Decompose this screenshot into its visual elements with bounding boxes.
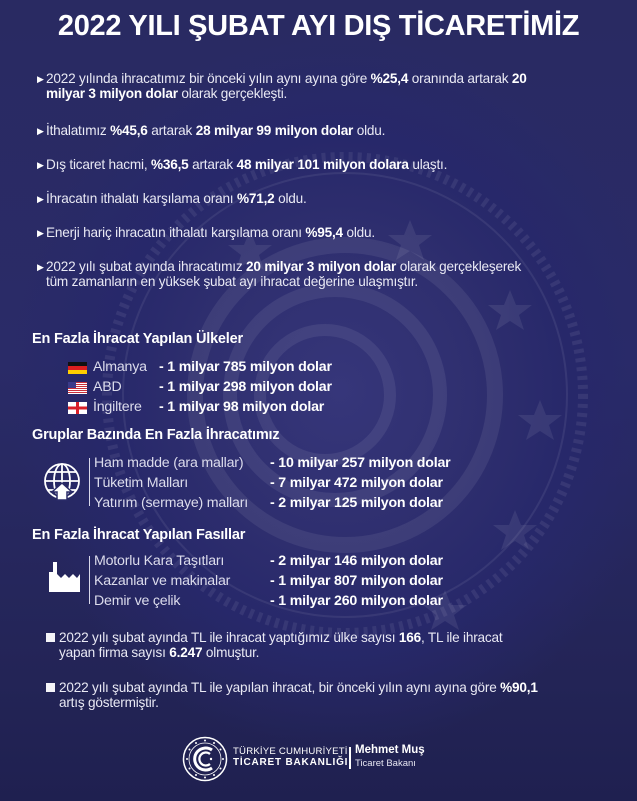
highlight-2: ▶ İthalatımız %45,6 artarak 28 milyar 99 milyon dolar oldu. [37,123,386,138]
page-title: 2022 YILI ŞUBAT AYI DIŞ TİCARETİMİZ [57,10,580,42]
england-flag-icon [68,402,87,414]
divider [89,556,90,604]
triangle-bullet-icon: ▶ [37,262,44,272]
divider [89,458,90,506]
note-2: 2022 yılı şubat ayında TL ile yapılan ihracat, bir önceki yılın aynı ayına göre %90,1 artış göstermiştir. [59,680,539,710]
countries-section-title: En Fazla İhracat Yapılan Ülkeler [32,331,243,347]
globe-export-icon [42,461,82,501]
highlight-5: ▶ Enerji hariç ihracatın ithalatı karşılama oranı %95,4 oldu. [37,225,375,240]
factory-icon [47,560,81,592]
ministry-name: TÜRKİYE CUMHURİYETİ TİCARET BAKANLIĞI [233,746,349,768]
triangle-bullet-icon: ▶ [37,160,44,170]
square-bullet-icon [46,633,55,642]
highlight-4: ▶ İhracatın ithalatı karşılama oranı %71,2 oldu. [37,191,307,206]
triangle-bullet-icon: ▶ [37,194,44,204]
triangle-bullet-icon: ▶ [37,74,44,84]
usa-flag-icon [68,382,87,394]
chapters-section-title: En Fazla İhracat Yapılan Fasıllar [32,527,246,543]
triangle-bullet-icon: ▶ [37,228,44,238]
highlight-3: ▶ Dış ticaret hacmi, %36,5 artarak 48 milyar 101 milyon dolara ulaştı. [37,157,448,172]
highlight-1: ▶ 2022 yılında ihracatımız bir önceki yılın aynı ayına göre %25,4 oranında artarak 20 milyar 3 milyon dolar olarak gerçekleşti. [37,71,527,101]
highlight-6: ▶ 2022 yılı şubat ayında ihracatımız 20 milyar 3 milyon dolar olarak gerçekleşerek tüm zamanların en yüksek şubat ayı ihracat değerine ulaşmıştır. [37,259,522,289]
groups-section-title: Gruplar Bazında En Fazla İhracatımız [32,427,280,443]
minister-name: Mehmet Muş [355,744,425,756]
minister-role: Ticaret Bakanı [355,758,416,769]
germany-flag-icon [68,362,87,374]
note-1: 2022 yılı şubat ayında TL ile ihracat yaptığımız ülke sayısı 166, TL ile ihracat yapan firma sayısı 6.247 olmuştur. [59,630,539,660]
footer-divider [349,747,351,769]
ministry-logo-icon [182,736,228,782]
triangle-bullet-icon: ▶ [37,126,44,136]
square-bullet-icon [46,683,55,692]
